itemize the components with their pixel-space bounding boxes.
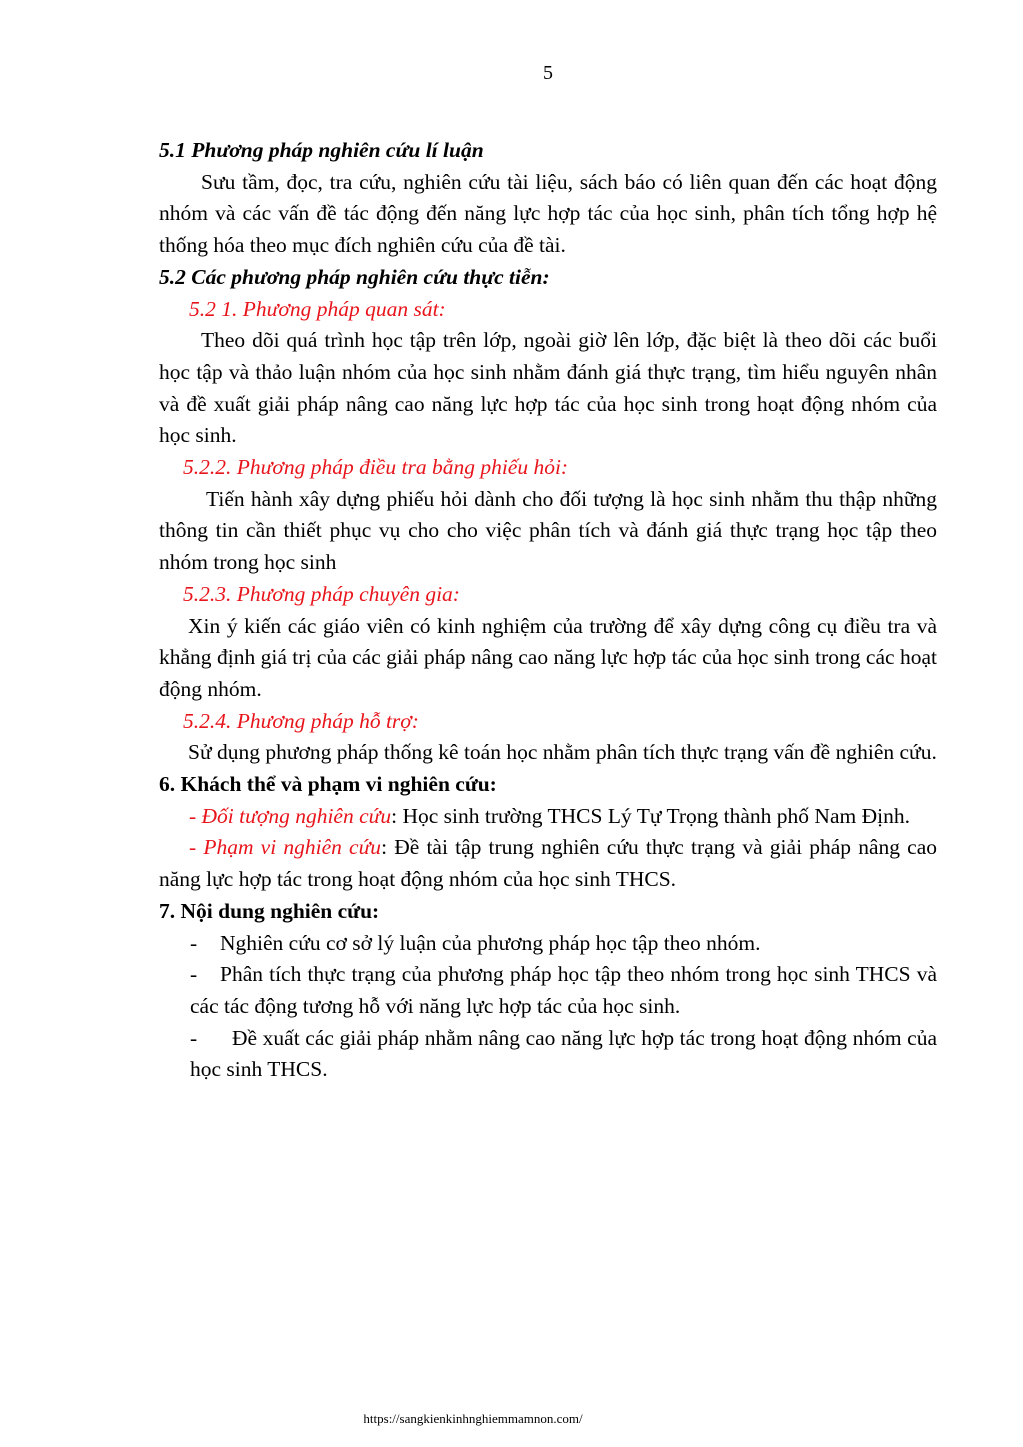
paragraph-doi-tuong [159,801,937,833]
list-dash: - [190,1025,198,1050]
heading-6: 6. Khách thể và phạm vi nghiên cứu: [159,772,497,797]
paragraph-pham-vi [159,832,937,895]
heading-5-1: 5.1 Phương pháp nghiên cứu lí luận [159,138,484,162]
paragraph-5-2-4: Sử dụng phương pháp thống kê toán học nhằm phân tích thực trạng vấn đề nghiên cứu. [188,740,937,765]
subheading-5-2-2: 5.2.2. Phương pháp điều tra bằng phiếu hỏi: [183,455,569,480]
paragraph-5-2-1: Theo dõi quá trình học tập trên lớp, ngoài giờ lên lớp, đặc biệt là theo dõi các buổi học tập và thảo luận nhóm của học sinh nhằm đánh giá thực trạng, tìm hiểu nguyên nhân và đề xuất giải pháp nâng cao năng lực hợp tác của học sinh trong hoạt động nhóm của học sinh. [159,328,937,448]
paragraph-5-2-3: Xin ý kiến các giáo viên có kinh nghiệm của trường để xây dựng công cụ điều tra và khẳng định giá trị của các giải pháp nâng cao năng lực hợp tác của học sinh trong các hoạt động nhóm. [159,613,937,701]
list-item-text: Nghiên cứu cơ sở lý luận của phương pháp học tập theo nhóm. [220,930,761,955]
heading-7: 7. Nội dung nghiên cứu: [159,898,380,923]
list-item [159,1023,937,1086]
heading-5-2: 5.2 Các phương pháp nghiên cứu thực tiễn: [159,264,550,289]
paragraph-5-2-2: Tiến hành xây dựng phiếu hỏi dành cho đối tượng là học sinh nhằm thu thập những thông tin cần thiết phục vụ cho cho việc phân tích và đánh giá thực trạng học tập theo nhóm trong học sinh [159,486,937,575]
doi-tuong-label: - Đối tượng nghiên cứu [189,803,392,828]
subheading-5-2-1: 5.2 1. Phương pháp quan sát: [189,296,446,321]
list-dash: - [190,930,198,955]
list-dash: - [190,962,198,987]
list-item [159,928,937,960]
list-item-text: Đề xuất các giải pháp nhằm nâng cao năng lực hợp tác trong hoạt động nhóm của học sinh THCS. [190,1025,937,1082]
subheading-5-2-4: 5.2.4. Phương pháp hỗ trợ: [183,708,419,733]
list-item [159,959,937,1022]
pham-vi-label: - Phạm vi nghiên cứu [189,835,382,860]
document-body [159,135,937,1086]
paragraph-5-1: Sưu tầm, đọc, tra cứu, nghiên cứu tài liệu, sách báo có liên quan đến các hoạt động nhóm và các vấn đề tác động đến năng lực hợp tác của học sinh, phân tích tổng hợp hệ thống hóa theo mục đích nghiên cứu của đề tài. [159,169,937,258]
page-number: 5 [543,62,553,84]
footer-link[interactable]: https://sangkienkinhnghiemmamnon.com/ [363,1411,583,1426]
pham-vi-text: : Đề tài tập trung nghiên cứu thực trạng và giải pháp nâng cao năng lực hợp tác trong hoạt động nhóm của học sinh THCS. [159,835,937,892]
subheading-5-2-3: 5.2.3. Phương pháp chuyên gia: [183,581,460,606]
doi-tuong-text: : Học sinh trường THCS Lý Tự Trọng thành phố Nam Định. [391,803,910,828]
list-item-text: Phân tích thực trạng của phương pháp học tập theo nhóm trong học sinh THCS và các tác động tương hỗ với năng lực hợp tác của học sinh. [190,962,937,1018]
